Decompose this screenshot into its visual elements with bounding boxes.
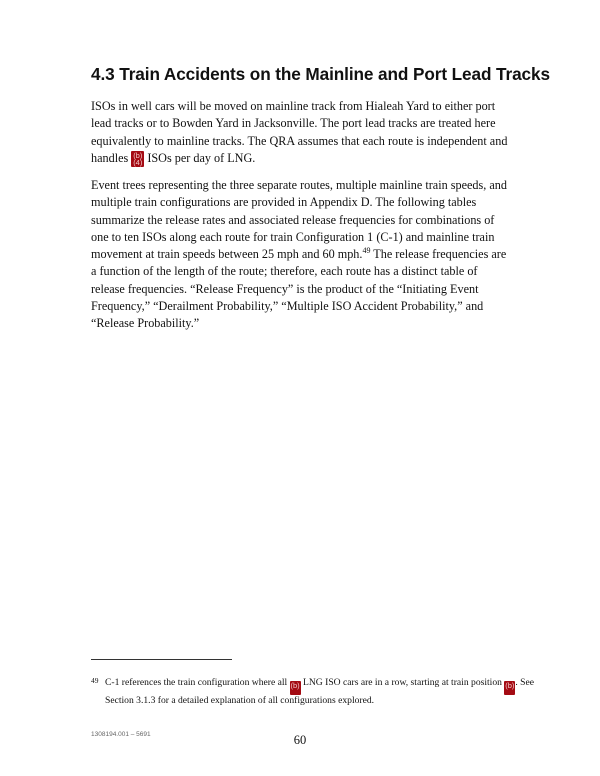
footnote-number: 49 [91, 676, 99, 685]
document-id: 1308194.001 – 5691 [91, 731, 151, 738]
paragraph-text: ISOs in well cars will be moved on mainline track from Hialeah Yard to either port lead tracks or to Bowden Yard in Jacksonville. The port lead tracks are treated here equivalently to mainline tracks. The QRA assumes that each route is independent and handles [91, 99, 508, 165]
paragraph-text: The release frequencies are a function of the length of the route; therefore, each route has a distinct table of release frequencies. “Release Frequency” is the product of the “Initiating Event Frequency,” “Derailment Probability,” “Multiple ISO Accident Probability,” and “Release Probability.” [91, 247, 507, 331]
footnote-divider [91, 659, 232, 660]
footnote-text-part: . See Section 3.1.3 for a detailed explanation of all configurations explored. [105, 677, 534, 706]
paragraph-event-trees [91, 177, 511, 333]
paragraph-text: Event trees representing the three separate routes, multiple mainline train speeds, and multiple train configurations are provided in Appendix D. The following tables summarize the release rates and associated release frequencies for combinations of one to ten ISOs along each route for train Configuration 1 (C-1) and mainline train movement at train speeds between 25 mph and 60 mph. [91, 178, 507, 262]
paragraph-routes [91, 98, 511, 167]
footnote-reference[interactable]: 49 [362, 246, 371, 256]
footnote [91, 677, 551, 708]
redaction-box: (b) [504, 681, 515, 695]
redaction-box: (b)(4) [133, 150, 143, 167]
page-number: 60 [293, 733, 307, 747]
section-heading: 4.3 Train Accidents on the Mainline and Port Lead Tracks [91, 64, 550, 84]
redaction-box: (b) [290, 681, 301, 695]
footnote-text-part: C-1 references the train configuration where all [105, 677, 290, 688]
footnote-text-part: LNG ISO cars are in a row, starting at train position [300, 677, 505, 688]
footnote-text [105, 677, 551, 708]
paragraph-text: ISOs per day of LNG. [144, 150, 256, 165]
